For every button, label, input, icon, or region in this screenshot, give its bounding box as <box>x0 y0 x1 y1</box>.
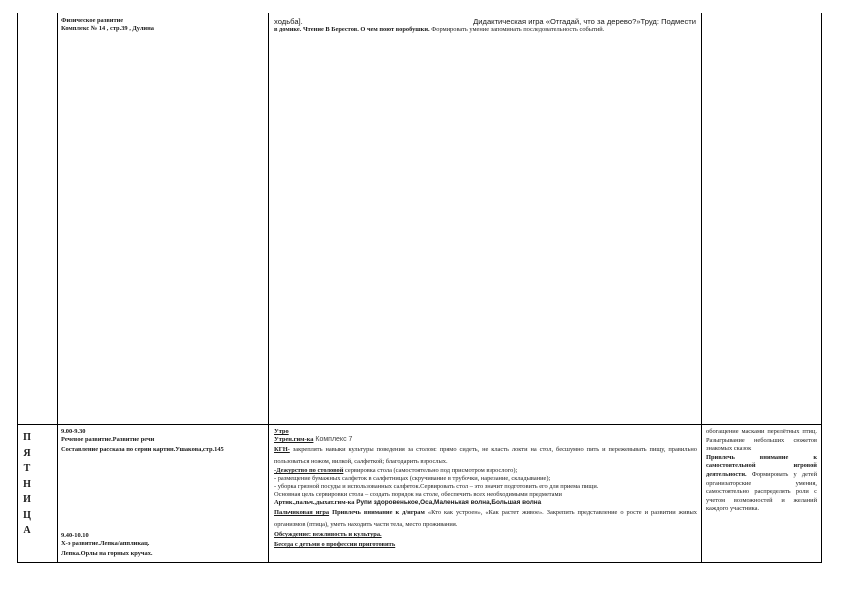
games-label: Пальчиковая игра <box>274 509 330 516</box>
right-label-2: Привлечь внимание к самостоятельной игровой деятельности. <box>706 453 817 478</box>
friday-right-cell <box>706 428 817 514</box>
discussion-line: Обсуждение: вежливость и культура. <box>274 531 382 538</box>
lesson1-subject: Речевое развитие.Развитие речи <box>61 436 155 443</box>
duty-item: Основная цель сервировки стола – создать порядок на столе, обеспечить всех необходимыми предметами <box>274 491 562 498</box>
didactic-game-text: Дидактическая игра «Отгадай, что за дерево?»Труд: Подмести <box>473 17 696 26</box>
lesson1-topic: Составление рассказа по серии картин.Ушакова,стр.145 <box>61 446 224 453</box>
activity-physical: Физическое развитие <box>61 17 124 24</box>
articulation-text: Рупи здоровенькое,Оса,Маленькая волна,Большая волна <box>354 499 542 506</box>
day-letter: Ц <box>23 509 31 521</box>
kgn-label: КГН- <box>274 446 290 453</box>
lesson2-topic: Лепка.Орлы на горных кручах. <box>61 550 153 557</box>
day-letter: А <box>23 525 31 536</box>
morning-exercise-value: Комплекс 7 <box>313 436 353 443</box>
top-middle-cell <box>274 17 696 34</box>
top-left-cell <box>61 17 265 33</box>
right-text-1: обогащение масками перелётных птиц. Разыгрывание небольших сюжетов знакомых сказок <box>706 428 817 453</box>
games-block <box>274 507 697 530</box>
kgn-text: закреплять навыки культуры поведения за столом: прямо сидеть, не класть локти на стол, бесшумно пить и пережевывать пищу, правильно пользоваться ножом, вилкой, салфеткой; благодарить взрослых. <box>274 446 697 465</box>
top-middle-line1 <box>274 17 696 26</box>
lesson1-time: 9.00-9.30 <box>61 428 86 435</box>
duty-item: - размещение бумажных салфеток в салфетницах (скручивание в трубочки, нарезание, складывание); <box>274 475 551 482</box>
right-text-2-rest: Формировать у детей организаторские умения, самостоятельно распределять роли с учетом возможностей и желаний каждого участника. <box>706 470 817 513</box>
duty-item: - уборка грязной посуды и использованных салфеток.Сервировать стол – это значит подготовить его для приема пищи. <box>274 483 599 490</box>
friday-middle-cell <box>274 428 697 549</box>
conversation-line: Беседа с детьми о профессии приготовить <box>274 541 396 548</box>
table-border-left <box>17 13 18 563</box>
articulation-block <box>274 499 697 507</box>
duty-label: -Дежурство по столовой <box>274 467 344 474</box>
lesson2-time: 9.40-10.10 <box>61 532 89 539</box>
day-letter: Я <box>23 447 31 459</box>
table-divider-day <box>57 13 58 563</box>
table-divider-main <box>268 13 269 563</box>
work-place: в домике. <box>274 26 302 33</box>
right-text-2 <box>706 454 817 514</box>
day-of-week-vertical <box>19 430 35 539</box>
day-letter: Н <box>23 478 31 490</box>
articulation-label: Артик.,пальч.,дыхат.гим-ка <box>274 499 355 506</box>
reading-goal: Формировать умение запоминать последовательность событий. <box>431 26 605 33</box>
kgn-block <box>274 444 697 467</box>
table-border-bottom <box>17 562 822 563</box>
morning-exercise-label: Утрен.гим-ка <box>274 436 314 443</box>
duty-text: сервировка стола (самостоятельно под присмотром взрослого); <box>343 467 518 474</box>
games-mid: Привлечь внимание к д/играм <box>329 509 425 516</box>
morning-exercise <box>274 436 697 444</box>
day-letter: Т <box>23 463 31 474</box>
reading-title: Чтение В Берестов. О чем поют воробушки. <box>302 26 430 33</box>
duty-block <box>274 467 697 475</box>
games-text: «Кто как устроен», «Как растет живое». Закрепить представление о росте и развитии живых организмов (птица), уметь находить части тела, место проживания. <box>274 509 698 528</box>
top-middle-line2 <box>274 26 696 34</box>
walk-text: ходьба]. <box>274 17 303 26</box>
table-row-divider <box>17 424 822 425</box>
day-letter: И <box>23 494 31 505</box>
table-divider-right <box>701 13 702 563</box>
morning-heading: Утро <box>274 428 289 435</box>
table-border-right <box>821 13 822 563</box>
friday-left-cell <box>61 428 266 562</box>
activity-physical-source: Комплекс № 14 , стр.39 , Дулина <box>61 25 154 32</box>
day-letter: П <box>23 432 31 443</box>
lesson2-subject: Х-э развитие.Лепка/аппликац. <box>61 540 150 547</box>
